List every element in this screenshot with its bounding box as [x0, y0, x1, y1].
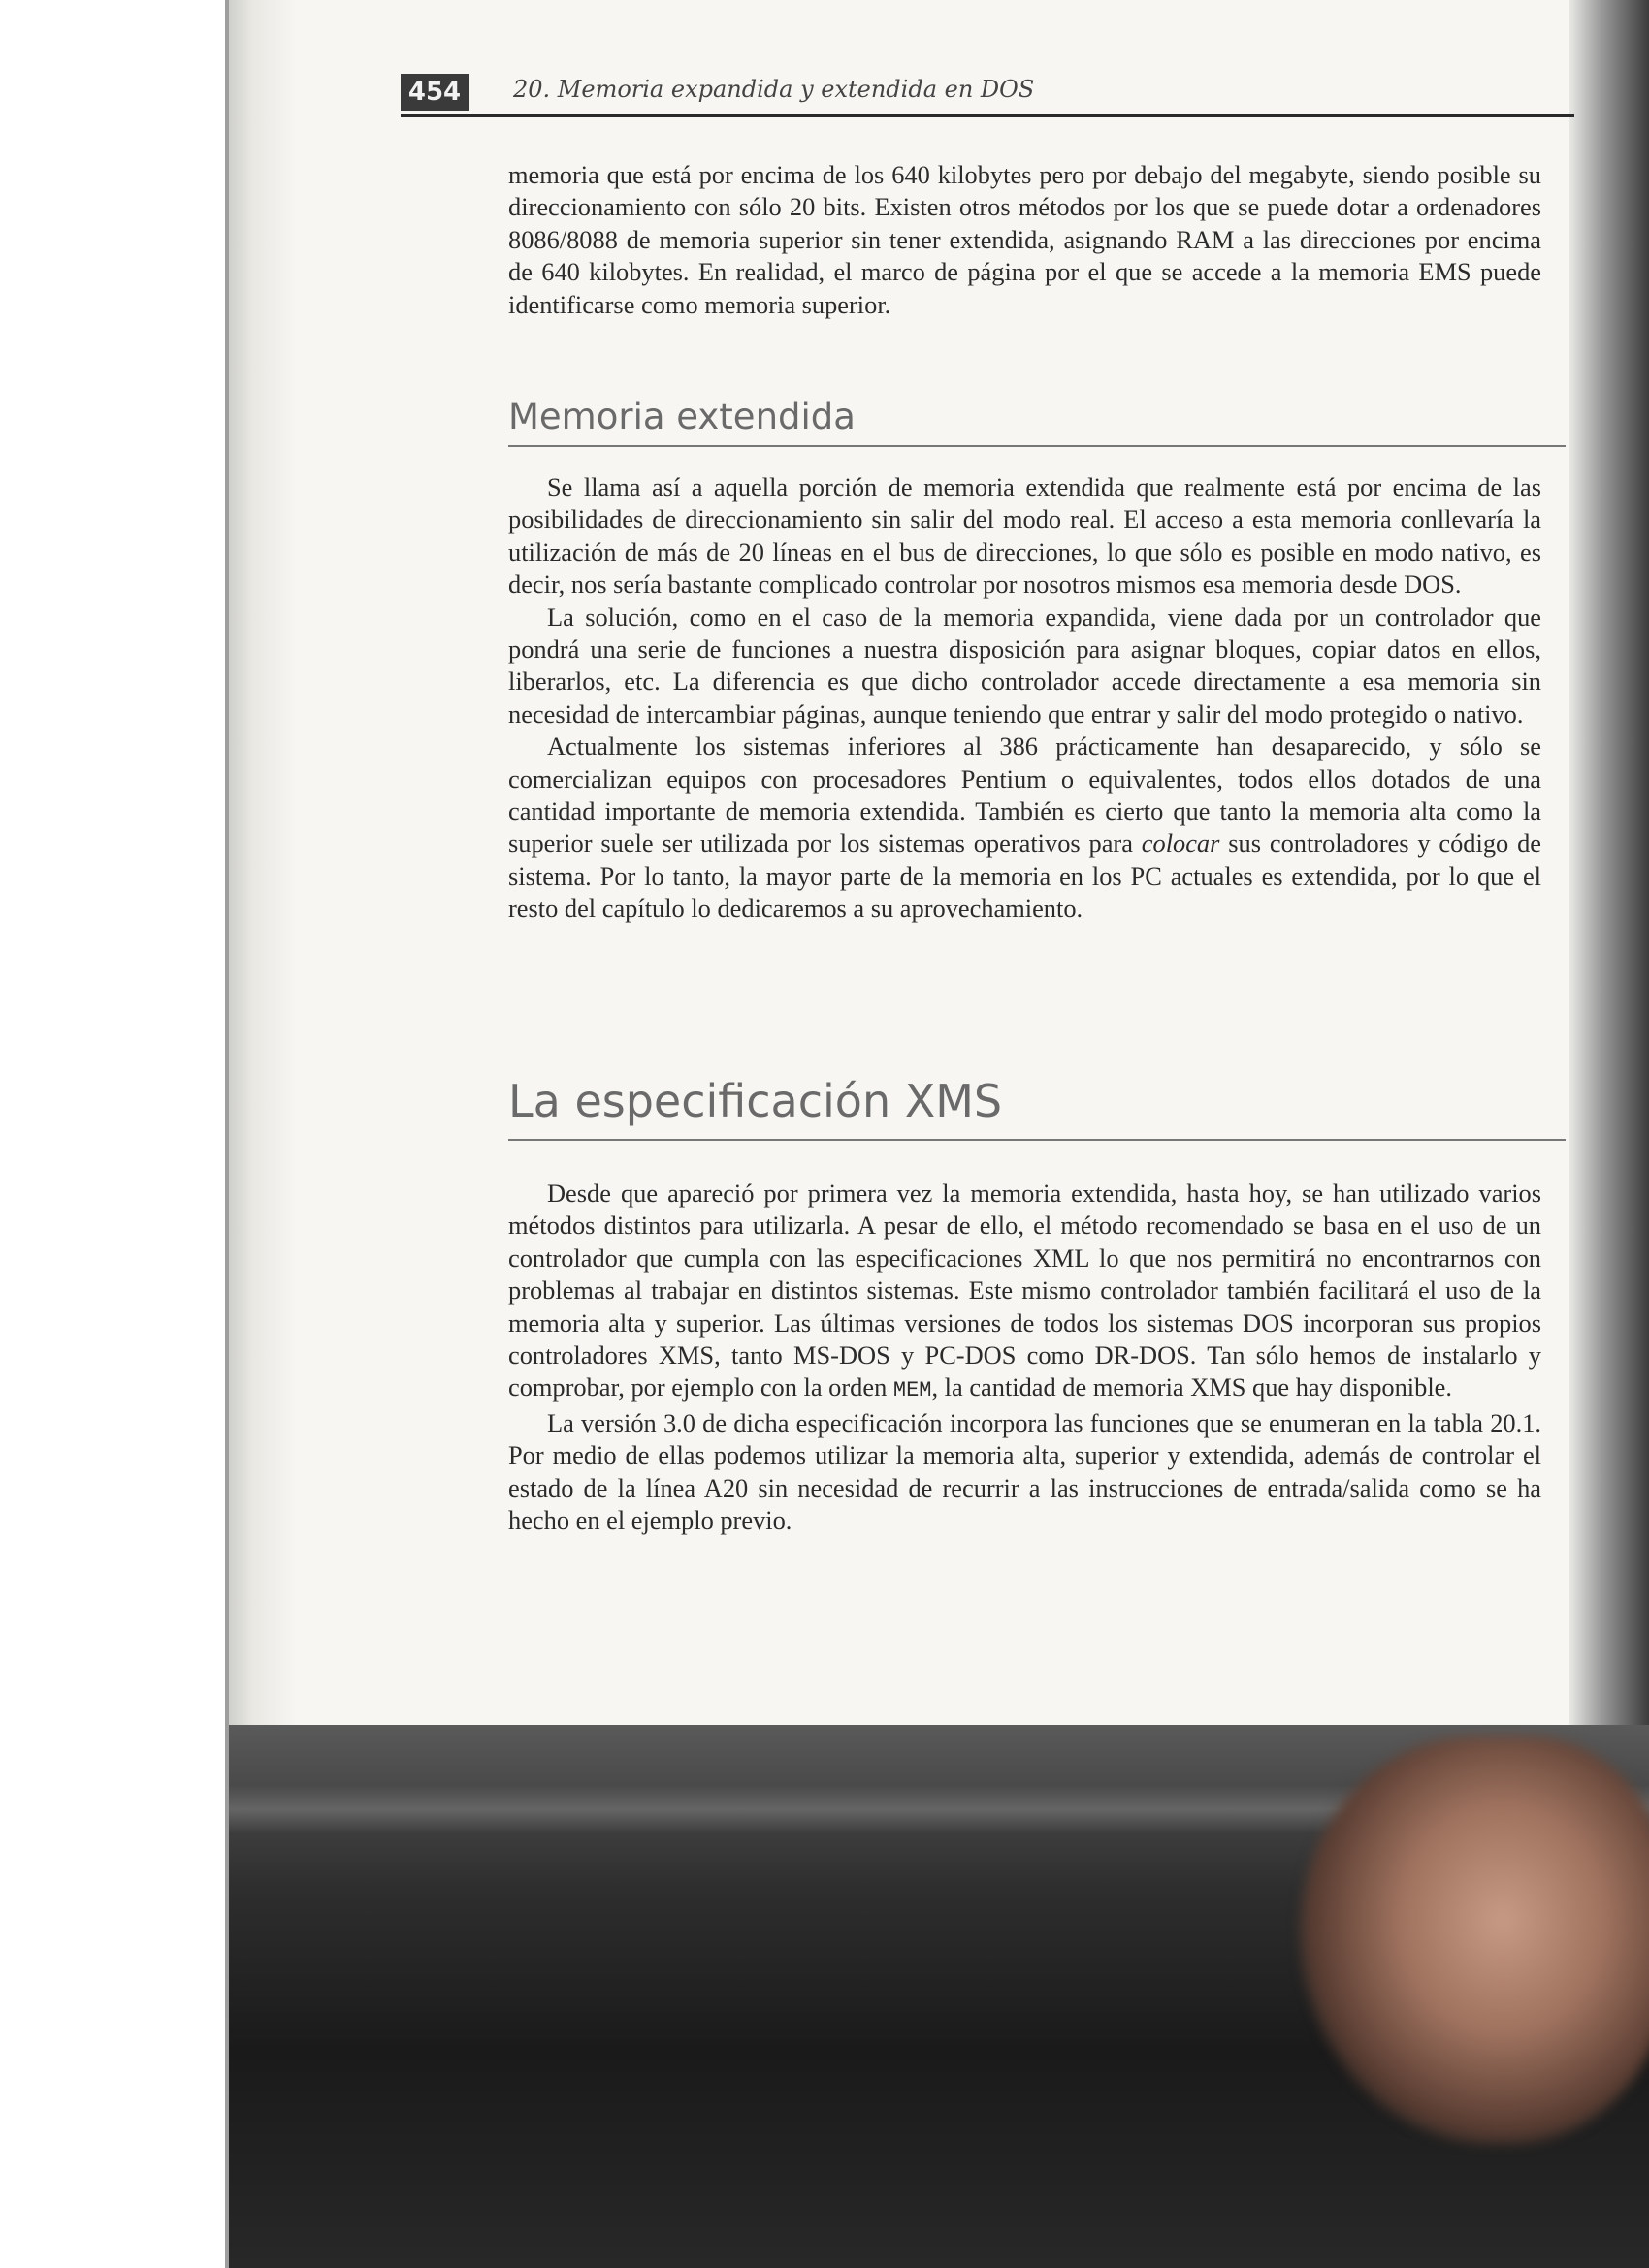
running-title: 20. Memoria expandida y extendida en DOS [513, 76, 1035, 103]
text-run: sus controladores y código de sistema. Por lo tanto, la mayor parte de la memoria en los PC actuales es extendida, por lo que el resto del capítulo lo dedicaremos a su aprovechamiento. [508, 828, 1541, 923]
paragraph [508, 1178, 1541, 1408]
text-run: Actualmente los sistemas inferiores al 386 prácticamente han desaparecido, y sólo se comercializan equipos con procesadores Pentium o equivalentes, todos ellos dotados de una cantidad importante de memoria extendida. También es cierto que tanto la memoria alta como la superior suele ser utilizada por los sistemas operativos para [508, 731, 1541, 859]
page-fold-shadow [1569, 0, 1649, 1725]
page-number: 454 [401, 74, 469, 111]
heading-especificacion-xms: La especificación XMS [508, 1069, 1566, 1141]
paragraph: La solución, como en el caso de la memoria expandida, viene dada por un controlador que pondrá una serie de funciones a nuestra disposición para asignar bloques, copiar datos en ellos, liberarlos, etc. La diferencia es que dicho controlador accede directamente a esa memoria sin necesidad de intercambiar páginas, aunque teniendo que entrar y salir del modo protegido o nativo. [508, 601, 1541, 729]
code-command: MEM [892, 1378, 932, 1404]
paragraph: La versión 3.0 de dicha especificación incorpora las funciones que se enumeran en la tabla 20.1. Por medio de ellas podemos utilizar la memoria alta, superior y extendida, además de controlar el estado de la línea A20 sin necesidad de recurrir a las instrucciones de entrada/salida como se ha hecho en el ejemplo previo. [508, 1408, 1541, 1536]
text-run: , la cantidad de memoria XMS que hay disponible. [931, 1373, 1452, 1403]
intro-paragraph: memoria que está por encima de los 640 kilobytes pero por debajo del megabyte, siendo posible su direccionamiento con sólo 20 bits. Existen otros métodos por los que se puede dotar a ordenadores 8086/8088 de memoria superior sin tener extendida, asignando RAM a las direcciones por encima de 640 kilobytes. En realidad, el marco de página por el que se accede a la memoria EMS puede identificarse como memoria superior. [508, 160, 1541, 319]
text-run: Desde que apareció por primera vez la memoria extendida, hasta hoy, se han utilizado varios métodos distintos para utilizarla. A pesar de ello, el método recomendado se basa en el uso de un controlador que cumpla con las especificaciones XML lo que nos permitirá no encontrarnos con problemas al trabajar en distintos sistemas. Este mismo controlador también facilitará el uso de la memoria alta y superior. Las últimas versiones de todos los sistemas DOS incorporan sus propios controladores XMS, tanto MS-DOS y PC-DOS como DR-DOS. Tan sólo hemos de instalarlo y comprobar, por ejemplo con la orden [508, 1179, 1541, 1403]
heading-memoria-extendida: Memoria extendida [508, 392, 1566, 447]
italic-term: colocar [1141, 828, 1220, 859]
intro-text [508, 159, 1541, 321]
paragraph [508, 730, 1541, 924]
paragraph: Se llama así a aquella porción de memoria extendida que realmente está por encima de las posibilidades de direccionamiento sin salir del modo real. El acceso a esta memoria conllevaría la utilización de más de 20 líneas en el bus de direcciones, lo que sólo es posible en modo nativo, es decir, nos sería bastante complicado controlar por nosotros mismos esa memoria desde DOS. [508, 472, 1541, 599]
section-extendida-body [508, 471, 1541, 925]
section-xms-body [508, 1178, 1541, 1537]
page-header [401, 74, 1574, 117]
page-binding-edge [229, 0, 297, 1725]
